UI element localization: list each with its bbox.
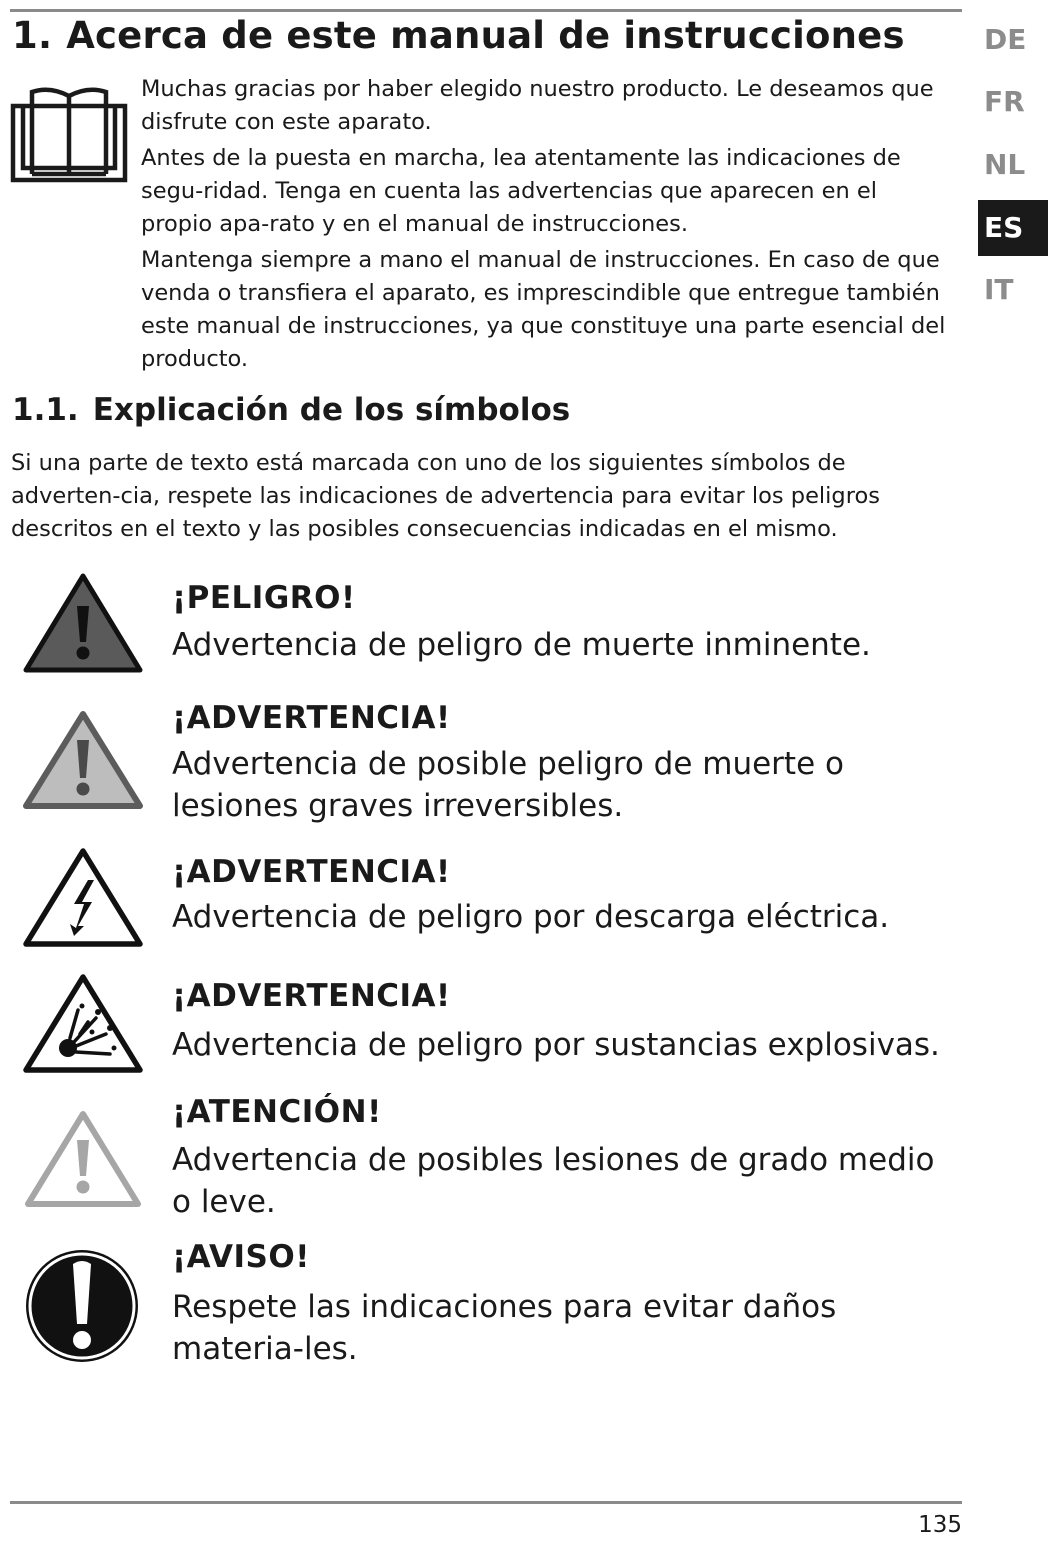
lang-tab-de[interactable]: DE xyxy=(984,23,1027,56)
page-title xyxy=(12,14,962,57)
section-title: Explicación de los símbolos xyxy=(92,392,571,428)
symbol-title: ¡ATENCIÓN! xyxy=(172,1094,382,1130)
bottom-rule xyxy=(10,1501,962,1504)
chapter-number: 1. xyxy=(12,14,53,57)
symbol-title: ¡ADVERTENCIA! xyxy=(172,700,451,736)
intro-paragraph: Muchas gracias por haber elegido nuestro producto. Le deseamos que disfrute con este aparato. xyxy=(141,76,934,135)
symbol-title: ¡PELIGRO! xyxy=(172,580,356,616)
page-number: 135 xyxy=(918,1512,962,1538)
lang-tab-es[interactable]: ES xyxy=(978,200,1048,256)
section-text: Si una parte de texto está marcada con uno de los siguientes símbolos de adverten-cia, respete las indicaciones de advertencia para evitar los peligros descritos en el texto y las posibles consecuencias indicadas en el mismo. xyxy=(11,450,880,542)
symbol-description: Advertencia de peligro por descarga eléctrica. xyxy=(172,899,890,935)
intro-text xyxy=(141,73,951,379)
symbol-title: ¡AVISO! xyxy=(172,1239,310,1275)
symbol-description: Advertencia de posibles lesiones de grado medio o leve. xyxy=(172,1142,935,1220)
intro-paragraph: Mantenga siempre a mano el manual de instrucciones. En caso de que venda o transfiera el aparato, es imprescindible que entregue también este manual de instrucciones, ya que constituye una parte esencial del producto. xyxy=(141,247,946,372)
lang-tab-fr[interactable]: FR xyxy=(984,85,1025,118)
symbol-title: ¡ADVERTENCIA! xyxy=(172,978,451,1014)
symbol-description: Advertencia de peligro por sustancias explosivas. xyxy=(172,1027,940,1063)
danger-triangle-icon xyxy=(22,572,144,676)
chapter-title: Acerca de este manual de instrucciones xyxy=(66,14,905,57)
top-rule xyxy=(10,9,962,12)
symbol-description: Advertencia de posible peligro de muerte o lesiones graves irreversibles. xyxy=(172,746,844,824)
symbol-description: Advertencia de peligro de muerte inminente. xyxy=(172,627,871,663)
lang-tab-nl[interactable]: NL xyxy=(984,148,1026,181)
symbol-title: ¡ADVERTENCIA! xyxy=(172,854,451,890)
warning-triangle-icon xyxy=(22,708,144,812)
caution-triangle-icon xyxy=(22,1106,144,1210)
section-number: 1.1. xyxy=(12,392,79,428)
lang-tab-it[interactable]: IT xyxy=(984,273,1014,306)
symbol-description: Respete las indicaciones para evitar daños materia-les. xyxy=(172,1289,837,1367)
section-heading xyxy=(12,392,962,428)
open-book-icon xyxy=(10,82,128,186)
intro-paragraph: Antes de la puesta en marcha, lea atentamente las indicaciones de segu-ridad. Tenga en cuenta las advertencias que aparecen en el propio apa-rato y en el manual de instrucciones. xyxy=(141,145,901,237)
electric-shock-icon xyxy=(22,846,144,950)
notice-exclamation-icon xyxy=(22,1246,144,1368)
explosive-icon xyxy=(22,972,144,1076)
